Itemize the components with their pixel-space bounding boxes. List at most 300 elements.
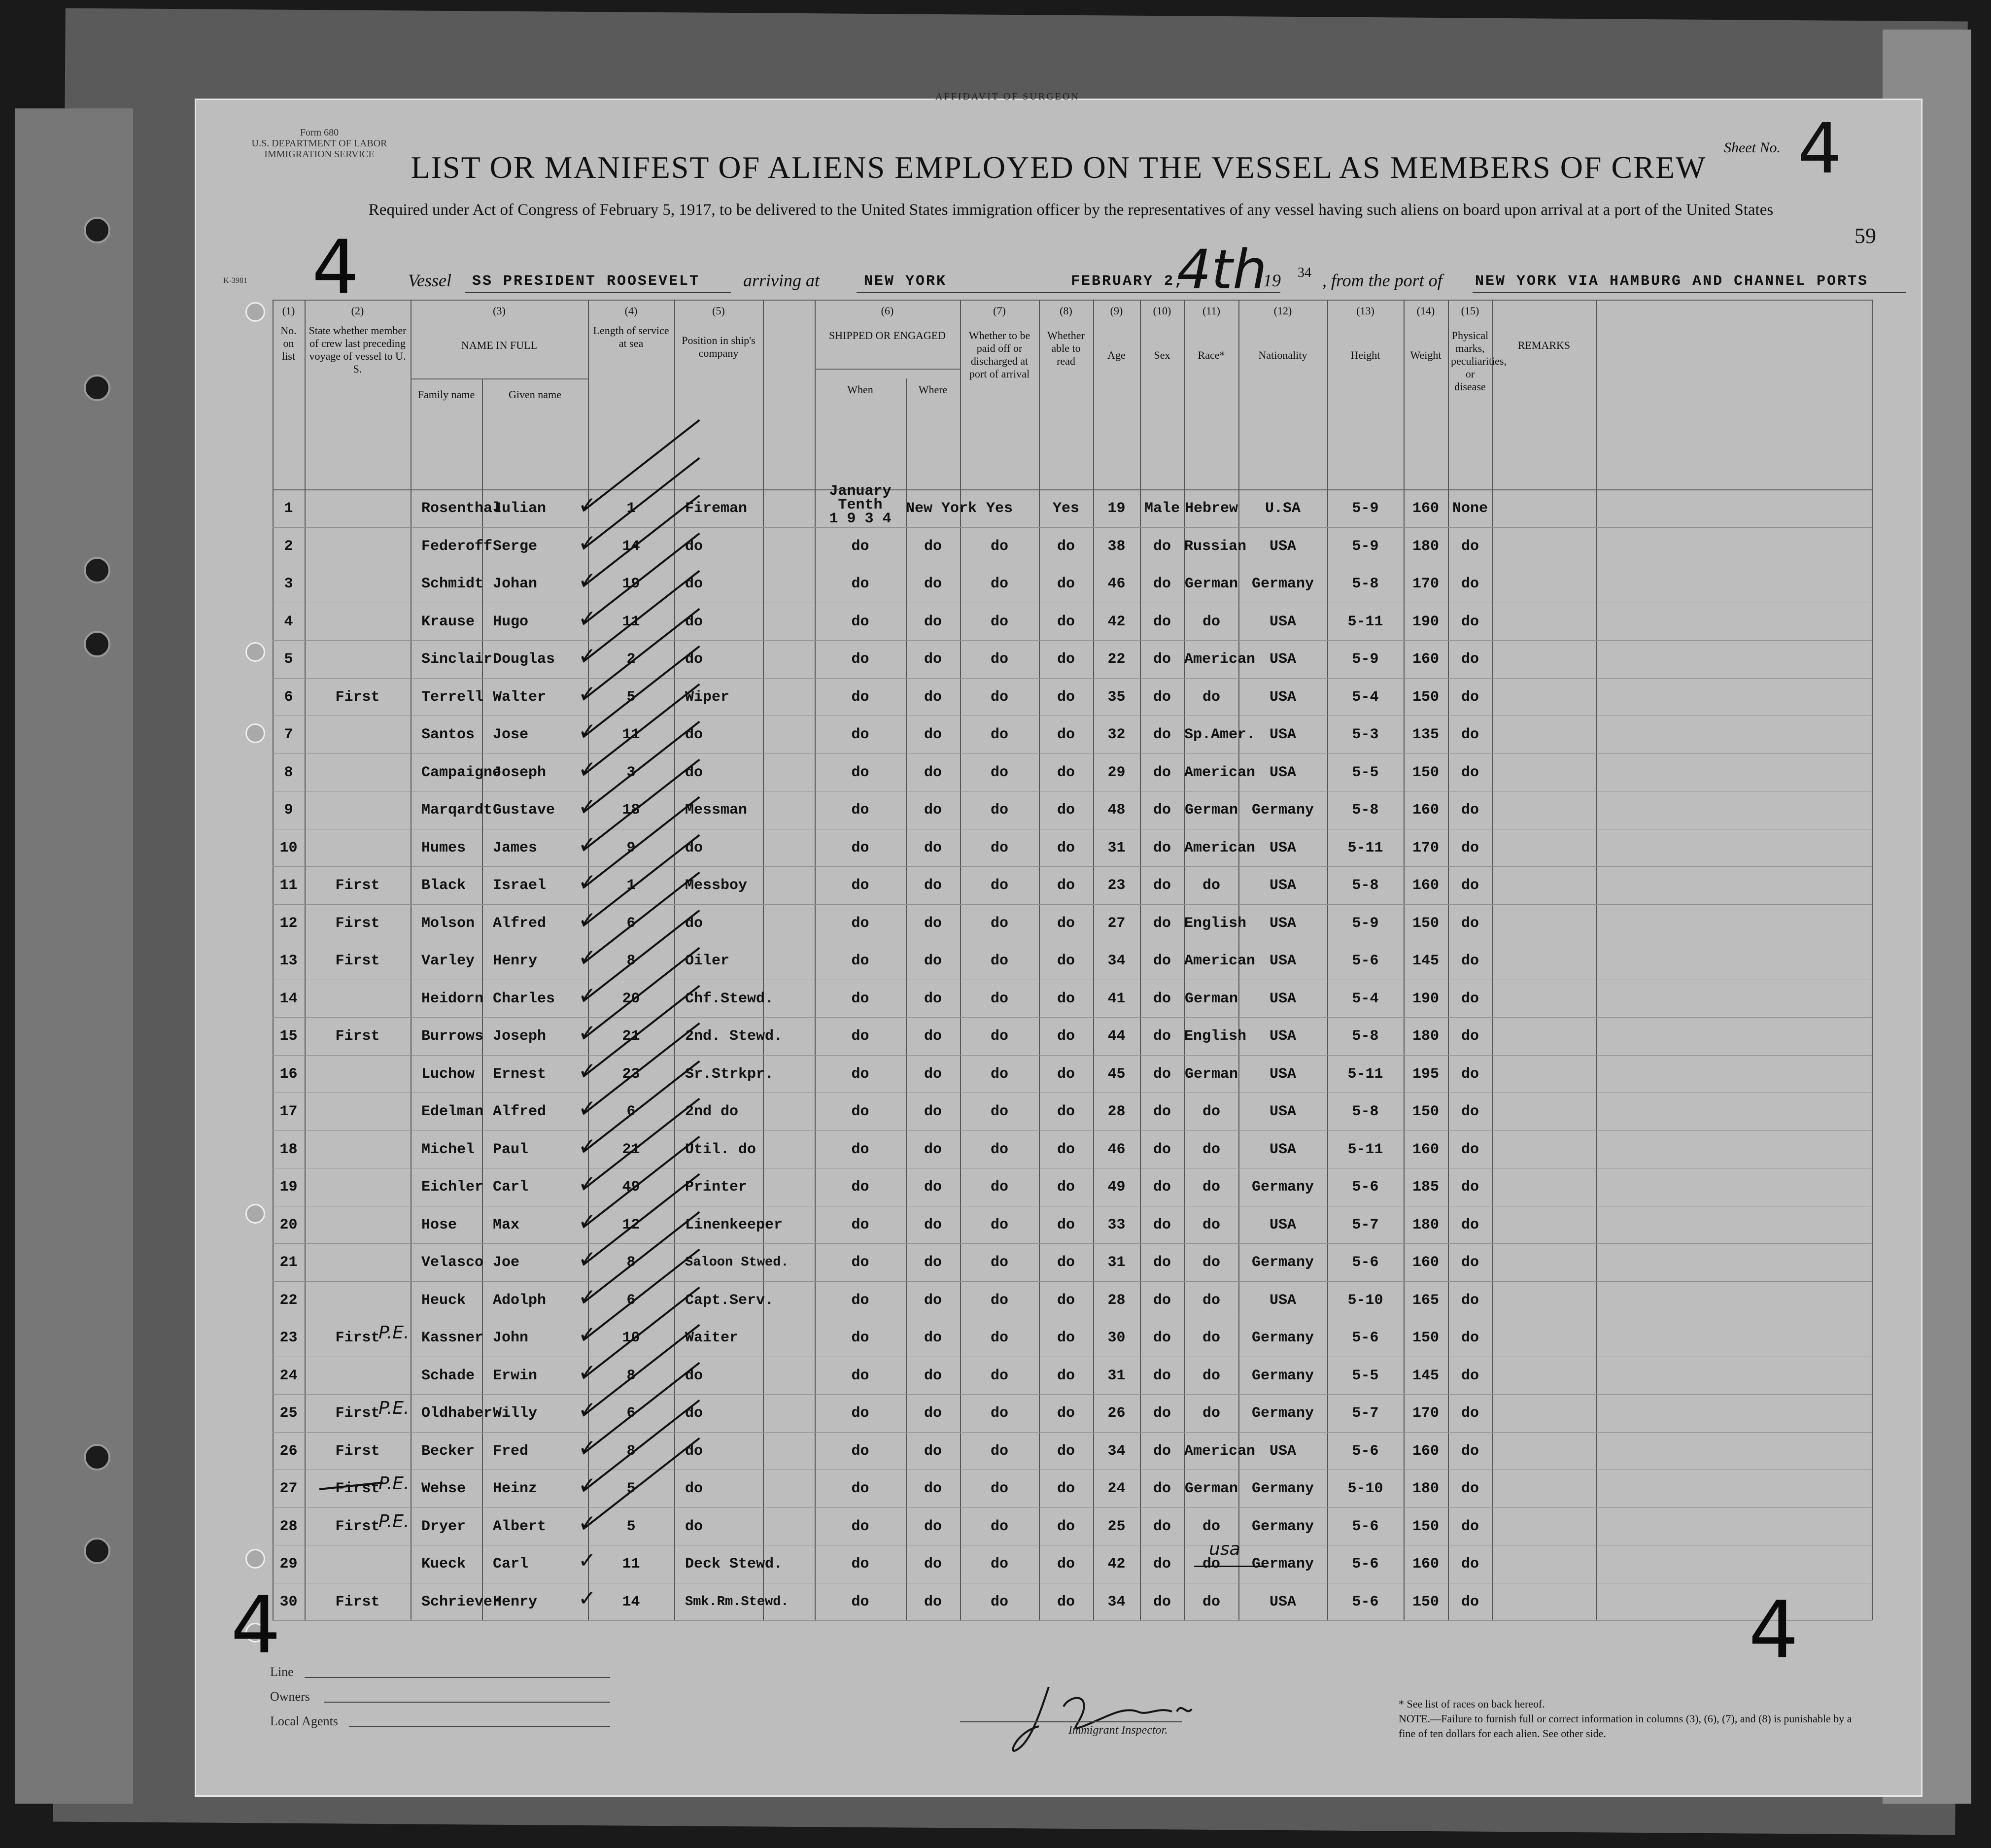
cell-nationality: USA xyxy=(1269,990,1296,1007)
column-header: Race* xyxy=(1198,349,1225,361)
cell-where: do xyxy=(924,1442,942,1460)
cell-weight: 180 xyxy=(1412,1216,1439,1233)
cell-age: 46 xyxy=(1107,1141,1126,1158)
cell-position: 2nd. Stewd. xyxy=(685,1028,783,1045)
cell-nationality: Germany xyxy=(1251,802,1314,819)
cell-height: 5-10 xyxy=(1347,1292,1383,1309)
cell-service: 18 xyxy=(622,802,640,819)
from-label: , from the port of xyxy=(1322,271,1442,290)
cell-height: 5-8 xyxy=(1352,877,1379,894)
cell-weight: 180 xyxy=(1412,538,1439,555)
cell-sex: do xyxy=(1153,651,1171,668)
cell-no: 2 xyxy=(284,538,293,555)
cell-family: Heuck xyxy=(421,1292,466,1309)
cell-when: do xyxy=(851,1065,869,1083)
cell-no: 8 xyxy=(284,764,293,781)
binder-hole xyxy=(84,557,110,583)
vessel-name: SS PRESIDENT ROOSEVELT xyxy=(472,273,700,290)
cell-position: do xyxy=(685,1442,703,1460)
column-number: (6) xyxy=(881,305,894,317)
row-rule xyxy=(273,1432,1872,1433)
cell-weight: 160 xyxy=(1412,651,1439,668)
cell-position: Fireman xyxy=(685,500,748,517)
cell-where: do xyxy=(924,953,942,969)
column-number: (7) xyxy=(993,305,1006,317)
cell-age: 30 xyxy=(1107,1330,1126,1346)
cell-height: 5-6 xyxy=(1352,1518,1379,1535)
inspector-field xyxy=(960,1721,1182,1722)
cell-given: Douglas xyxy=(493,651,555,668)
cell-given: Albert xyxy=(493,1518,547,1535)
cell-family: Michel xyxy=(421,1141,475,1158)
binder-hole xyxy=(84,1444,110,1471)
underline xyxy=(465,292,731,293)
cell-given: Joseph xyxy=(493,764,547,781)
cell-read: do xyxy=(1057,877,1075,894)
cell-age: 27 xyxy=(1107,915,1126,932)
cell-where: do xyxy=(924,688,942,706)
check-mark: ✓ xyxy=(578,794,596,819)
cell-sex: do xyxy=(1153,1065,1171,1083)
cell-marks: do xyxy=(1461,1216,1479,1233)
cell-where: do xyxy=(924,1593,942,1610)
cell-sex: do xyxy=(1153,915,1171,932)
cell-read: do xyxy=(1057,1330,1075,1346)
cell-nationality: USA xyxy=(1269,726,1296,743)
cell-read: Yes xyxy=(1052,500,1079,517)
cell-when: do xyxy=(851,1292,869,1309)
cell-height: 5-6 xyxy=(1352,1593,1379,1610)
column-header: Whether to be paid off or discharged at port of arrival xyxy=(968,329,1030,380)
cell-when: do xyxy=(851,877,869,894)
cell-nationality: USA xyxy=(1269,1442,1296,1460)
cell-marks: do xyxy=(1461,764,1479,781)
cell-nationality: USA xyxy=(1269,1103,1296,1120)
cell-age: 44 xyxy=(1107,1028,1126,1045)
cell-sex: do xyxy=(1153,726,1171,743)
cell-race: do xyxy=(1202,1292,1220,1309)
cell-no: 4 xyxy=(284,613,293,630)
cell-service: 5 xyxy=(626,688,636,706)
punch-hole xyxy=(245,723,265,743)
cell-paid: do xyxy=(990,651,1008,668)
cell-nationality: USA xyxy=(1269,764,1296,781)
cell-when: do xyxy=(851,1556,869,1573)
cell-position: 2nd do xyxy=(685,1103,739,1120)
cell-weight: 190 xyxy=(1412,990,1439,1007)
cell-where: do xyxy=(924,1141,942,1158)
cell-nationality: Germany xyxy=(1251,1518,1314,1535)
cell-marks: do xyxy=(1461,953,1479,969)
check-mark: ✓ xyxy=(578,1095,596,1121)
cell-where: do xyxy=(924,1028,942,1045)
check-mark: ✓ xyxy=(578,1322,596,1347)
page-number: 59 xyxy=(1854,224,1876,248)
cell-age: 26 xyxy=(1107,1405,1126,1422)
cell-when: do xyxy=(851,1028,869,1045)
cell-race: do xyxy=(1202,1216,1220,1233)
cell-age: 42 xyxy=(1107,1556,1126,1573)
cell-age: 31 xyxy=(1107,1367,1126,1384)
cell-service: 1 xyxy=(626,500,636,517)
cell-prev: First xyxy=(335,1330,380,1346)
row-rule xyxy=(273,1620,1872,1621)
affidavit-heading: AFFIDAVIT OF SURGEON xyxy=(935,91,1080,102)
punch-hole xyxy=(245,302,265,322)
cell-height: 5-7 xyxy=(1352,1216,1379,1233)
cell-sex: do xyxy=(1153,1518,1171,1535)
cell-sex: do xyxy=(1153,1556,1171,1573)
check-mark: ✓ xyxy=(578,982,596,1008)
cell-marks: do xyxy=(1461,726,1479,743)
cell-read: do xyxy=(1057,915,1075,932)
cell-sex: do xyxy=(1153,1254,1171,1271)
cell-weight: 160 xyxy=(1412,802,1439,819)
pe-annotation: P.E. xyxy=(378,1398,410,1418)
cell-paid: do xyxy=(990,1065,1008,1083)
cell-when: do xyxy=(851,1593,869,1610)
cell-nationality: USA xyxy=(1269,1141,1296,1158)
column-header: Height xyxy=(1350,349,1380,361)
cell-service: 11 xyxy=(622,1556,640,1573)
pen-stroke xyxy=(583,419,700,512)
cell-paid: do xyxy=(990,839,1008,856)
column-number: (14) xyxy=(1416,305,1435,317)
column-header: Age xyxy=(1107,349,1126,361)
cell-age: 45 xyxy=(1107,1065,1126,1083)
cell-marks: do xyxy=(1461,1480,1479,1497)
cell-given: Johan xyxy=(493,576,538,592)
cell-height: 5-9 xyxy=(1352,915,1379,932)
cell-prev: First xyxy=(335,1405,380,1422)
cell-given: James xyxy=(493,839,538,856)
page-subtitle: Required under Act of Congress of February 5, 1917, to be delivered to the United States immigration officer by the representatives of any vessel having such aliens on board upon arrival at a port of the United States xyxy=(368,201,1774,219)
cell-service: 11 xyxy=(622,613,640,630)
cell-when: January Tenth 1 9 3 4 xyxy=(829,483,892,527)
cell-family: Campaigne xyxy=(421,764,502,781)
cell-when: do xyxy=(851,651,869,668)
cell-race: do xyxy=(1202,1593,1220,1610)
cell-race: do xyxy=(1202,613,1220,630)
cell-race: English xyxy=(1184,1028,1247,1045)
check-mark: ✓ xyxy=(578,1020,596,1045)
cell-family: Eichler xyxy=(421,1179,484,1196)
inspector-label: Immigrant Inspector. xyxy=(1068,1724,1168,1737)
cell-sex: do xyxy=(1153,764,1171,781)
cell-weight: 180 xyxy=(1412,1028,1439,1045)
cell-marks: do xyxy=(1461,802,1479,819)
cell-family: Federoff xyxy=(421,538,493,555)
cell-weight: 160 xyxy=(1412,1556,1439,1573)
cell-age: 28 xyxy=(1107,1292,1126,1309)
cell-height: 5-11 xyxy=(1347,839,1383,856)
cell-paid: do xyxy=(990,613,1008,630)
cell-position: do xyxy=(685,1367,703,1384)
cell-marks: None xyxy=(1452,500,1488,517)
cell-marks: do xyxy=(1461,688,1479,706)
cell-position: Chf.Stewd. xyxy=(685,990,774,1007)
cell-no: 28 xyxy=(279,1518,298,1535)
cell-when: do xyxy=(851,1405,869,1422)
column-header: Whether able to read xyxy=(1047,329,1085,367)
cell-age: 25 xyxy=(1107,1518,1126,1535)
cell-sex: do xyxy=(1153,1141,1171,1158)
pe-annotation: P.E. xyxy=(378,1511,410,1532)
cell-height: 5-6 xyxy=(1352,1442,1379,1460)
cell-nationality: USA xyxy=(1269,651,1296,668)
check-mark: ✓ xyxy=(578,1359,596,1385)
cell-age: 34 xyxy=(1107,953,1126,969)
check-mark: ✓ xyxy=(578,756,596,782)
underline xyxy=(1473,292,1906,293)
cell-read: do xyxy=(1057,1593,1075,1610)
cell-no: 29 xyxy=(279,1556,298,1573)
cell-age: 28 xyxy=(1107,1103,1126,1120)
cell-marks: do xyxy=(1461,1141,1479,1158)
cell-position: Linenkeeper xyxy=(685,1216,783,1233)
cell-age: 35 xyxy=(1107,688,1126,706)
punch-hole xyxy=(245,642,265,662)
cell-where: do xyxy=(924,877,942,894)
cell-position: Oiler xyxy=(685,953,730,969)
column-number: (12) xyxy=(1273,305,1292,317)
cell-given: Paul xyxy=(493,1141,529,1158)
cell-when: do xyxy=(851,1367,869,1384)
cell-no: 14 xyxy=(279,990,298,1007)
column-number: (15) xyxy=(1461,305,1479,317)
cell-position: Wiper xyxy=(685,688,730,706)
cell-service: 21 xyxy=(622,1028,640,1045)
cell-paid: do xyxy=(990,953,1008,969)
cell-age: 38 xyxy=(1107,538,1126,555)
cell-service: 8 xyxy=(626,1254,636,1271)
cell-race: do xyxy=(1202,1405,1220,1422)
cell-no: 18 xyxy=(279,1141,298,1158)
cell-age: 23 xyxy=(1107,877,1126,894)
cell-position: do xyxy=(685,651,703,668)
cell-service: 6 xyxy=(626,915,636,932)
cell-position: Sr.Strkpr. xyxy=(685,1065,774,1083)
cell-no: 17 xyxy=(279,1103,298,1120)
table-top-rule xyxy=(273,300,1872,301)
cell-family: Hose xyxy=(421,1216,457,1233)
cell-position: do xyxy=(685,839,703,856)
cell-race: Hebrew xyxy=(1184,500,1238,517)
cell-when: do xyxy=(851,1254,869,1271)
cell-marks: do xyxy=(1461,1405,1479,1422)
check-mark: ✓ xyxy=(578,1133,596,1159)
cell-where: do xyxy=(924,1254,942,1271)
check-mark: ✓ xyxy=(578,568,596,593)
sheet-no-label: Sheet No. xyxy=(1724,139,1781,156)
cell-marks: do xyxy=(1461,1442,1479,1460)
cell-where: do xyxy=(924,1065,942,1083)
cell-weight: 160 xyxy=(1412,1254,1439,1271)
cell-sex: do xyxy=(1153,1028,1171,1045)
cell-where: do xyxy=(924,1330,942,1346)
cell-where: do xyxy=(924,1405,942,1422)
cell-sex: do xyxy=(1153,1292,1171,1309)
column-number: (13) xyxy=(1356,305,1374,317)
cell-where: do xyxy=(924,1179,942,1196)
cell-nationality: Germany xyxy=(1251,1480,1314,1497)
check-mark: ✓ xyxy=(578,831,596,857)
cell-marks: do xyxy=(1461,1330,1479,1346)
cell-read: do xyxy=(1057,613,1075,630)
cell-when: do xyxy=(851,764,869,781)
cell-nationality: USA xyxy=(1269,1216,1296,1233)
vessel-label: Vessel xyxy=(408,271,451,290)
cell-prev: First xyxy=(335,953,380,969)
cell-marks: do xyxy=(1461,1179,1479,1196)
cell-given: Alfred xyxy=(493,915,547,932)
cell-height: 5-4 xyxy=(1352,990,1379,1007)
cell-family: Santos xyxy=(421,726,475,743)
cell-paid: do xyxy=(990,726,1008,743)
cell-when: do xyxy=(851,613,869,630)
cell-age: 32 xyxy=(1107,726,1126,743)
cell-weight: 160 xyxy=(1412,1442,1439,1460)
cell-family: Black xyxy=(421,877,466,894)
cell-no: 26 xyxy=(279,1442,298,1460)
cell-sex: do xyxy=(1153,877,1171,894)
cell-given: Ernest xyxy=(493,1065,547,1083)
owners-label: Owners xyxy=(270,1689,310,1704)
cell-height: 5-6 xyxy=(1352,1179,1379,1196)
cell-where: do xyxy=(924,764,942,781)
column-header: State whether member of crew last preceding voyage of vessel to U. S. xyxy=(309,324,407,375)
cell-where: do xyxy=(924,576,942,592)
cell-when: do xyxy=(851,1103,869,1120)
cell-paid: do xyxy=(990,1216,1008,1233)
cell-paid: do xyxy=(990,802,1008,819)
cell-race: Sp.Amer. xyxy=(1184,726,1256,743)
arriving-port: NEW YORK xyxy=(864,273,947,290)
cell-height: 5-5 xyxy=(1352,764,1379,781)
cell-service: 8 xyxy=(626,953,636,969)
cell-sex: do xyxy=(1153,538,1171,555)
cell-read: do xyxy=(1057,990,1075,1007)
cell-where: do xyxy=(924,839,942,856)
cell-no: 19 xyxy=(279,1179,298,1196)
cell-where: New York xyxy=(906,500,977,517)
cell-read: do xyxy=(1057,1405,1075,1422)
cell-given: Alfred xyxy=(493,1103,547,1120)
column-header: When xyxy=(847,383,873,396)
check-mark: ✓ xyxy=(578,1284,596,1309)
cell-position: do xyxy=(685,726,703,743)
cell-family: Rosenthal xyxy=(421,500,502,517)
cell-prev: First xyxy=(335,1028,380,1045)
check-mark: ✓ xyxy=(578,1058,596,1083)
cell-position: Capt.Serv. xyxy=(685,1292,774,1309)
cell-weight: 160 xyxy=(1412,500,1439,517)
cell-marks: do xyxy=(1461,651,1479,668)
cell-sex: do xyxy=(1153,613,1171,630)
cell-age: 48 xyxy=(1107,802,1126,819)
cell-height: 5-11 xyxy=(1347,1065,1383,1083)
cell-given: Heinz xyxy=(493,1480,538,1497)
handwritten-date: 4th xyxy=(1177,238,1267,301)
cell-when: do xyxy=(851,839,869,856)
cell-where: do xyxy=(924,726,942,743)
cell-no: 20 xyxy=(279,1216,298,1233)
cell-height: 5-8 xyxy=(1352,802,1379,819)
inspector-signature xyxy=(1009,1677,1216,1756)
cell-position: do xyxy=(685,613,703,630)
cell-weight: 170 xyxy=(1412,839,1439,856)
check-mark: ✓ xyxy=(578,1510,596,1536)
page-title: LIST OR MANIFEST OF ALIENS EMPLOYED ON THE VESSEL AS MEMBERS OF CREW xyxy=(411,150,1707,185)
cell-paid: Yes xyxy=(986,500,1013,517)
cell-given: Serge xyxy=(493,538,538,555)
cell-paid: do xyxy=(990,1442,1008,1460)
cell-sex: do xyxy=(1153,1330,1171,1346)
cell-height: 5-6 xyxy=(1352,953,1379,969)
cell-paid: do xyxy=(990,1556,1008,1573)
check-mark: ✓ xyxy=(578,869,596,894)
row-rule xyxy=(273,753,1872,754)
cell-read: do xyxy=(1057,688,1075,706)
cell-height: 5-7 xyxy=(1352,1405,1379,1422)
cell-no: 10 xyxy=(279,839,298,856)
cell-weight: 150 xyxy=(1412,1593,1439,1610)
check-mark: ✓ xyxy=(578,681,596,706)
cell-nationality: USA xyxy=(1269,1292,1296,1309)
cell-nationality: USA xyxy=(1269,1065,1296,1083)
cell-age: 41 xyxy=(1107,990,1126,1007)
cell-service: 10 xyxy=(622,1330,640,1346)
cell-read: do xyxy=(1057,1367,1075,1384)
cell-race: do xyxy=(1202,1330,1220,1346)
cell-read: do xyxy=(1057,1141,1075,1158)
cell-age: 31 xyxy=(1107,1254,1126,1271)
cell-when: do xyxy=(851,1141,869,1158)
cell-where: do xyxy=(924,651,942,668)
cell-marks: do xyxy=(1461,839,1479,856)
row-rule xyxy=(273,1394,1872,1395)
crew-table xyxy=(273,300,1872,1684)
cell-no: 12 xyxy=(279,915,298,932)
cell-sex: do xyxy=(1153,1216,1171,1233)
cell-when: do xyxy=(851,1330,869,1346)
cell-race: do xyxy=(1202,688,1220,706)
cell-nationality: Germany xyxy=(1251,1367,1314,1384)
cell-height: 5-9 xyxy=(1352,651,1379,668)
cell-when: do xyxy=(851,1480,869,1497)
cell-race: German xyxy=(1184,1480,1238,1497)
cell-weight: 160 xyxy=(1412,877,1439,894)
column-divider xyxy=(1596,300,1597,1620)
cell-sex: do xyxy=(1153,802,1171,819)
cell-when: do xyxy=(851,688,869,706)
cell-race: do xyxy=(1202,1254,1220,1271)
cell-family: Krause xyxy=(421,613,475,630)
cell-when: do xyxy=(851,990,869,1007)
binder-edge xyxy=(15,108,133,1804)
column-header: No. on list xyxy=(280,324,297,362)
cell-weight: 170 xyxy=(1412,1405,1439,1422)
cell-height: 5-6 xyxy=(1352,1254,1379,1271)
cell-given: Erwin xyxy=(493,1367,538,1384)
cell-where: do xyxy=(924,1216,942,1233)
column-number: (5) xyxy=(712,305,725,317)
column-header: Sex xyxy=(1154,349,1170,361)
cell-marks: do xyxy=(1461,1367,1479,1384)
binder-hole xyxy=(84,217,110,243)
cell-sex: do xyxy=(1153,990,1171,1007)
handwritten-corner-number: 4 xyxy=(231,1579,281,1671)
